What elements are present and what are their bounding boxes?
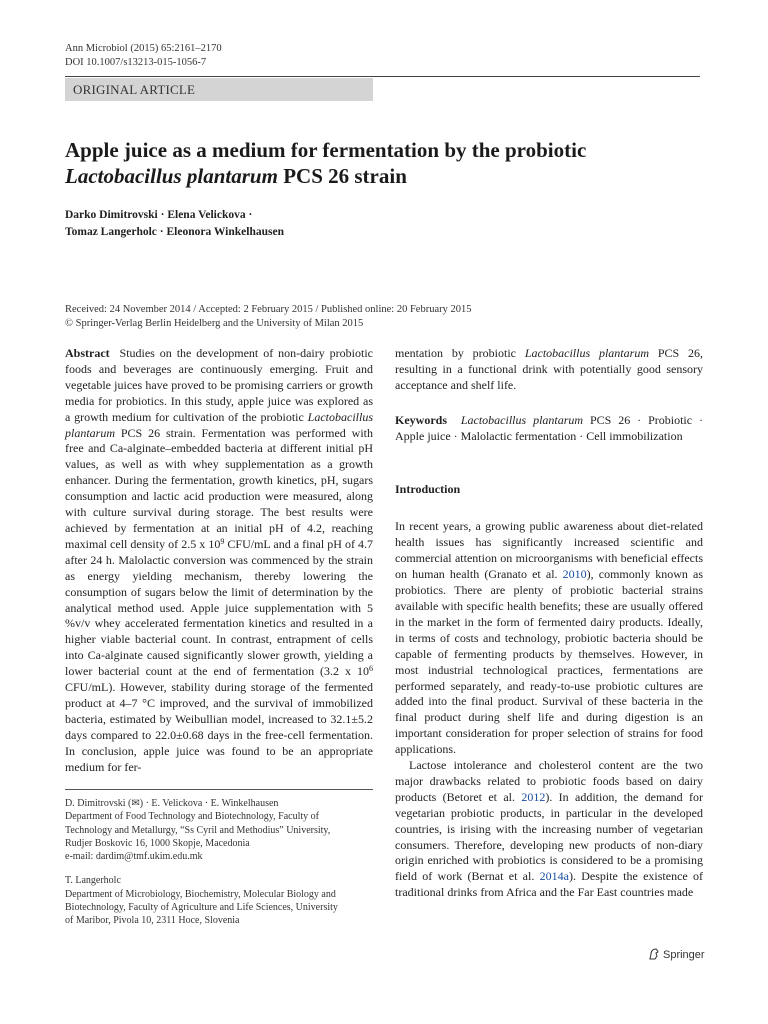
affiliation-2-line: Department of Microbiology, Biochemistry, Molecular Biology and (65, 888, 336, 900)
affiliation-2-authors: T. Langerholc (65, 875, 121, 887)
affiliations (65, 797, 373, 939)
author-list (65, 207, 284, 241)
affiliation-1-authors: D. Dimitrovski (✉) · E. Velickova · E. Winkelhausen (65, 798, 279, 809)
abstract-column (65, 346, 373, 775)
title-line-1: Apple juice as a medium for fermentation by the probiotic (65, 138, 587, 162)
abstract-cont-text-2: PCS 26, resulting in a functional drink with potentially good sensory acceptance and shelf life. (395, 346, 703, 392)
abstract-label: Abstract (65, 346, 110, 360)
intro-p2-text: ). In addition, the demand for vegetarian probiotic products, in particular in the developed countries, is irising with the increasing number of vegetarian consumers. Therefore, developing new products of non-diary origin enriched with probiotics is considered to be a promising field of work (Bernat et al. (395, 789, 703, 884)
intro-p2-text: ). Despite the existence of traditional drinks from Africa and the Far East countries made (395, 869, 704, 900)
footnote-rule (65, 789, 373, 790)
citation-link[interactable]: 2010 (562, 567, 587, 582)
received-dates: Received: 24 November 2014 / Accepted: 2 February 2015 / Published online: 20 February 2015 (65, 304, 472, 315)
introduction-paragraph-1 (395, 519, 703, 758)
citation-link[interactable]: 2014a (539, 869, 569, 884)
abstract-cont-species: Lactobacillus plantarum (524, 346, 649, 360)
title-line-2 (65, 163, 705, 189)
article-type-banner: ORIGINAL ARTICLE (65, 78, 373, 101)
introduction-heading: Introduction (395, 481, 461, 496)
keyword-species: Lactobacillus plantarum (460, 412, 584, 427)
authors-line-1: Darko Dimitrovski · Elena Velickova · (65, 209, 253, 221)
affiliation-2 (65, 874, 373, 927)
springer-horse-icon (648, 948, 660, 960)
copyright-line: © Springer-Verlag Berlin Heidelberg and the University of Milan 2015 (65, 318, 364, 329)
abstract-cont-text-1: mentation by probiotic (395, 346, 525, 360)
publisher-logo (648, 948, 705, 961)
affiliation-1-line: Technology and Metallurgy, “Ss Cyril and Methodius” University, (65, 824, 331, 836)
affiliation-2-line: of Maribor, Pivola 10, 2311 Hoce, Slovenia (65, 915, 240, 927)
keywords-label: Keywords (395, 412, 447, 427)
intro-p1-text: ), commonly known as probiotics. There are plenty of probiotic bacterial strains available with specific health benefits; these are usually offered in the market in the form of fermented dairy products. Ideally, in terms of costs and technology, probiotic bacteria should be capable of fermenting products by themselves. However, in most industrial technological practices, fermentations are performed separately, and ready-to-use probiotic cultures are added into the final product. Survival of these bacteria in the final product during shelf life and during digestion is an important consideration for proper selection of strains for food applications. (395, 567, 703, 757)
title-species: Lactobacillus plantarum (65, 164, 278, 188)
citation-link[interactable]: 2012 (521, 789, 546, 804)
publication-dates (65, 303, 472, 331)
affiliation-1 (65, 797, 373, 863)
journal-info (65, 42, 222, 70)
doi[interactable]: DOI 10.1007/s13213-015-1056-7 (65, 57, 207, 68)
abstract-text-1: Studies on the development of non-dairy probiotic foods and beverages are continuously emerging. Fruit and vegetable juices have proved to be promising carriers or growth media for probiotics. In this study, apple juice was explored as a growth medium for cultivation of the probiotic (65, 346, 374, 424)
publisher-name: Springer (663, 949, 705, 961)
header-rule (65, 76, 700, 77)
affiliation-1-line: Rudjer Boskovic 16, 1000 Skopje, Macedonia (65, 837, 250, 849)
abstract-exponent-2: 6 (369, 664, 373, 674)
paper-title (65, 137, 705, 189)
abstract-exponent-1: 9 (220, 536, 225, 546)
abstract-text-2: PCS 26 strain. Fermentation was performed with free and Ca-alginate–embedded bacteria at different initial pH values, as well as with whey supplementation as a growth enhancer. During the fermentation, growth kinetics, pH, sugars consumption and lactic acid production were measured, along with culture survival during storage. The best results were achieved by fermentation at an initial pH of 4.2, reaching maximal cell density of 2.5 x 10 (65, 425, 373, 551)
keywords (395, 413, 703, 445)
abstract-text-4: CFU/mL). However, stability during storage of the fermented product at 4–7 °C improved, and the survival of immobilized bacteria, estimated by Weibullian model, increased to 32.1±5.2 days compared to 22.0±0.68 days in the free-cell fermentation. In conclusion, apple juice was found to be an appropriate medium for fer- (65, 680, 373, 774)
abstract-text-3: CFU/mL and a final pH of 4.7 after 24 h. Malolactic conversion was commenced by the strain as energy yielding mechanism, thereby lowering the consumption of sugars below the limit of determination by the analytical method used. Apple juice supplementation with 5 %v/v whey accelerated fermentation kinetics and resulted in a higher viable bacterial count. In contrast, entrapment of cells into Ca-alginate caused significantly slower growth, yielding a lower bacterial count at the end of fermentation (3.2 x 10 (65, 536, 374, 679)
affiliation-2-line: Biotechnology, Faculty of Agriculture and Life Sciences, University (65, 902, 338, 914)
intro-p1-text: In recent years, a growing public awareness about diet-related health issues has significantly increased scientific and commercial attention on microorganisms with beneficial effects on human health (Granato et al. (395, 519, 703, 582)
abstract-continuation (395, 346, 703, 394)
intro-p2-text: Lactose intolerance and cholesterol content are the two major drawbacks related to probiotic foods based on dairy products (Betoret et al. (395, 758, 703, 804)
authors-line-2: Tomaz Langerholc · Eleonora Winkelhausen (65, 226, 284, 238)
journal-citation: Ann Microbiol (2015) 65:2161–2170 (65, 43, 222, 54)
abstract-species: Lactobacillus plantarum (65, 409, 373, 440)
introduction-paragraph-2 (395, 758, 703, 901)
affiliation-1-email[interactable]: e-mail: dardim@tmf.ukim.edu.mk (65, 851, 203, 863)
title-strain: PCS 26 strain (277, 164, 407, 188)
right-column (395, 346, 703, 901)
affiliation-1-line: Department of Food Technology and Biotechnology, Faculty of (65, 811, 319, 823)
keyword-list: PCS 26 · Probiotic · Apple juice · Malolactic fermentation · Cell immobilization (395, 412, 703, 443)
